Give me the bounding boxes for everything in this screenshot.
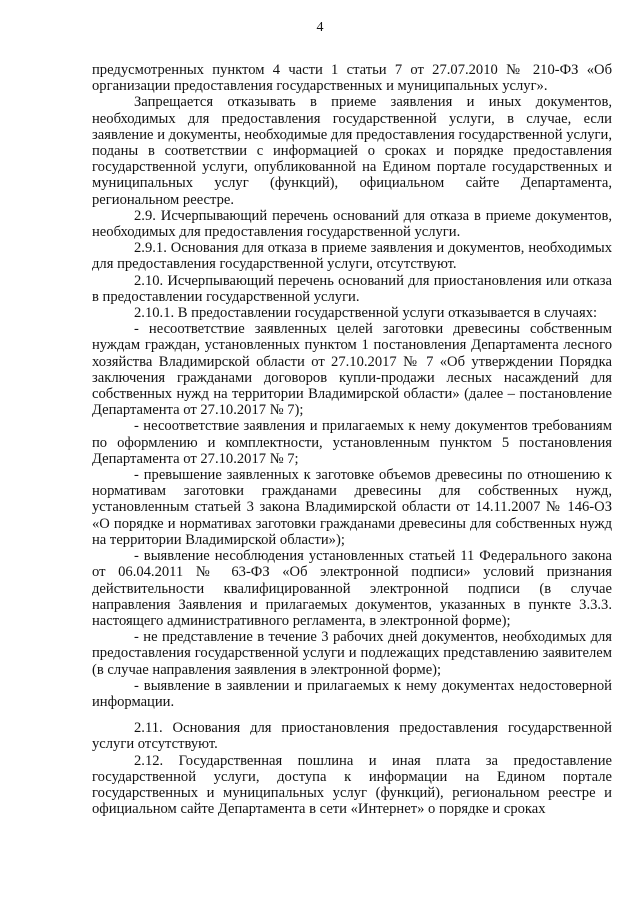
- paragraph-2-12: 2.12. Государственная пошлина и иная плата за предоставление государственной услуги, доступа к информации на Едином портале государственных и муниципальных услуг (функций), региональном реестре и официальном сайте Департамента в сети «Интернет» о порядке и сроках: [92, 752, 612, 818]
- list-item-false-information: - выявление в заявлении и прилагаемых к нему документах недостоверной информации.: [92, 677, 612, 710]
- paragraph-2-9: 2.9. Исчерпывающий перечень оснований для отказа в приеме документов, необходимых для предоставления государственной услуги.: [92, 207, 612, 241]
- paragraph-2-10-1: 2.10.1. В предоставлении государственной услуги отказывается в случаях:: [134, 305, 598, 322]
- paragraph-refusal-prohibition: Запрещается отказывать в приеме заявления и иных документов, необходимых для предоставления государственной услуги, в случае, если заявление и документы, необходимые для предоставления государственной услуги, поданы в соответствии с информацией о сроках и порядке предоставления государственной услуги, опубликованной на Едином портале государственных и муниципальных услуг (функций), официальном сайте Департамента, региональном реестре.: [92, 94, 612, 208]
- document-body: [92, 62, 612, 817]
- list-item-signature-invalid: - выявление несоблюдения установленных статьей 11 Федерального закона от 06.04.2011 № 63-ФЗ «Об электронной подписи» условий признания действительности квалифицированной электронной подписи (в случае направления Заявления и прилагаемых документов, указанных в пункте 3.3.3. настоящего административного регламента, в электронной форме);: [92, 548, 612, 629]
- paragraph-2-9-1: 2.9.1. Основания для отказа в приеме заявления и документов, необходимых для предоставления государственной услуги, отсутствуют.: [92, 240, 612, 273]
- list-item-documents-mismatch: - несоответствие заявления и прилагаемых к нему документов требованиям по оформлению и комплектности, установленным пунктом 5 постановления Департамента от 27.10.2017 № 7;: [92, 418, 612, 467]
- paragraph-continuation: предусмотренных пунктом 4 части 1 статьи 7 от 27.07.2010 № 210-ФЗ «Об организации предоставления государственных и муниципальных услуг».: [92, 62, 612, 95]
- list-item-volume-excess: - превышение заявленных к заготовке объемов древесины по отношению к нормативам заготовки гражданами древесины для собственных нужд, установленным статьей 3 закона Владимирской области от 14.11.2007 № 146-ОЗ «О порядке и нормативах заготовки гражданами древесины для собственных нужд на территории Владимирской области»);: [92, 467, 612, 548]
- paragraph-2-10: 2.10. Исчерпывающий перечень оснований для приостановления или отказа в предоставлении государственной услуги.: [92, 272, 612, 305]
- list-item-purpose-mismatch: - несоответствие заявленных целей заготовки древесины собственным нуждам граждан, установленных пунктом 1 постановления Департамента лесного хозяйства Владимирской области от 27.10.2017 № 7 «Об утверждении Порядка заключения гражданами договоров купли-продажи лесных насаждений для собственных нужд на территории Владимирской области» (далее – постановление Департамента от 27.10.2017 № 7);: [92, 321, 612, 419]
- paragraph-2-11: 2.11. Основания для приостановления предоставления государственной услуги отсутствуют.: [92, 720, 612, 753]
- page-number: 4: [316, 20, 324, 35]
- list-item-documents-missing: - не представление в течение 3 рабочих дней документов, необходимых для предоставления государственной услуги и подлежащих представлению заявителем (в случае направления заявления в электронной форме);: [92, 629, 612, 678]
